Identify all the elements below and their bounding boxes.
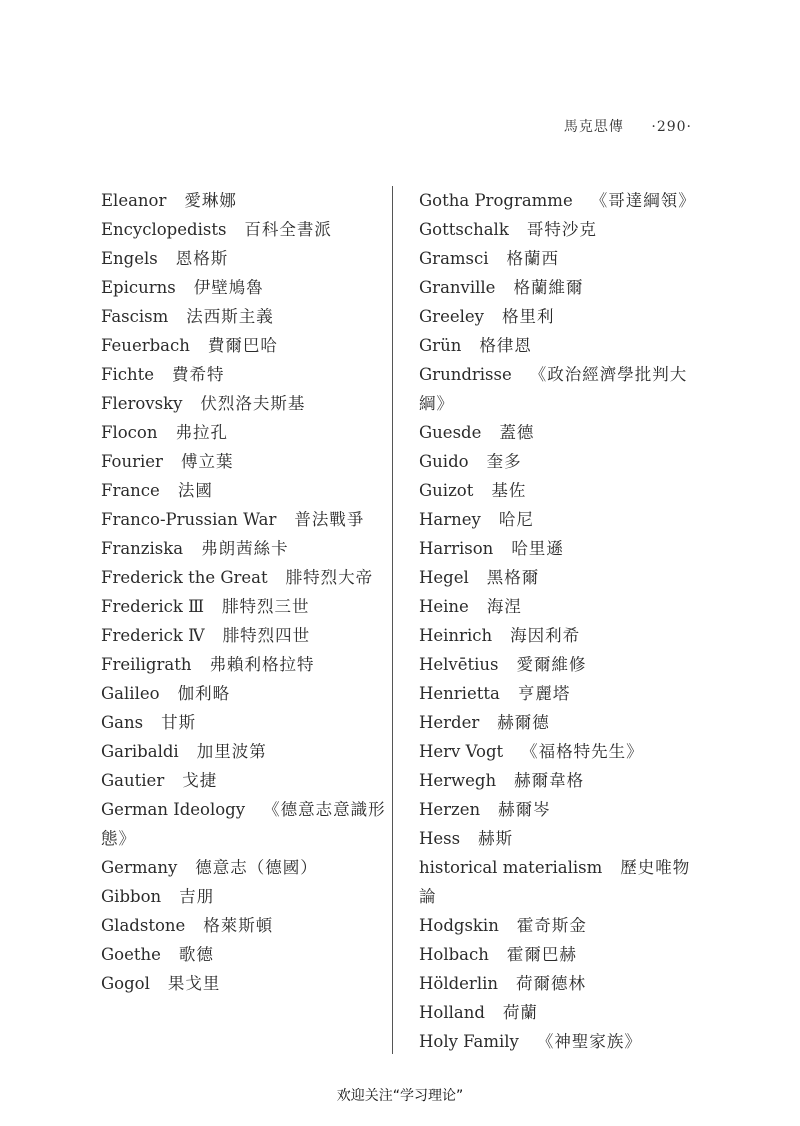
index-translation: 荷爾德林 bbox=[516, 974, 586, 993]
index-translation: 法國 bbox=[177, 481, 213, 500]
index-column-right bbox=[419, 186, 704, 1056]
index-entry bbox=[101, 215, 386, 244]
page-number: ·290· bbox=[651, 119, 692, 135]
index-entry bbox=[101, 766, 386, 795]
footer-note: 欢迎关注“学习理论” bbox=[336, 1088, 464, 1104]
index-entry bbox=[419, 302, 704, 331]
index-entry bbox=[101, 795, 386, 853]
index-term: Garibaldi bbox=[101, 742, 179, 761]
index-term: Gottschalk bbox=[419, 220, 509, 239]
index-term: Germany bbox=[101, 858, 178, 877]
index-translation: 弗朗茜絲卡 bbox=[201, 539, 289, 558]
index-translation: 加里波第 bbox=[196, 742, 267, 761]
index-translation: 法西斯主義 bbox=[186, 307, 274, 326]
index-translation: 戈捷 bbox=[182, 771, 218, 790]
index-translation: 亨麗塔 bbox=[517, 684, 571, 703]
index-term: France bbox=[101, 481, 160, 500]
index-translation: 荷蘭 bbox=[502, 1003, 538, 1022]
index-translation: 愛琳娜 bbox=[184, 191, 237, 210]
index-term: Frederick Ⅳ bbox=[101, 626, 205, 645]
index-translation: 格蘭西 bbox=[506, 249, 560, 268]
index-entry bbox=[101, 940, 386, 969]
index-term: Frederick Ⅲ bbox=[101, 597, 204, 616]
index-translation: 哈尼 bbox=[498, 510, 534, 529]
index-translation: 《政治經濟學批判大綱》 bbox=[419, 365, 688, 413]
index-entry bbox=[101, 969, 386, 998]
index-translation: 《德意志意識形態》 bbox=[101, 800, 386, 848]
index-translation: 普法戰爭 bbox=[294, 510, 365, 529]
index-term: Heinrich bbox=[419, 626, 493, 645]
index-term: Gibbon bbox=[101, 887, 162, 906]
index-entry bbox=[419, 476, 704, 505]
index-term: Franziska bbox=[101, 539, 184, 558]
index-translation: 蓋德 bbox=[499, 423, 535, 442]
index-translation: 伽利略 bbox=[177, 684, 231, 703]
index-entry bbox=[101, 911, 386, 940]
index-translation: 伊壁鳩魯 bbox=[193, 278, 264, 297]
index-term: Guesde bbox=[419, 423, 482, 442]
index-translation: 赫爾韋格 bbox=[514, 771, 585, 790]
index-term: Guizot bbox=[419, 481, 474, 500]
index-entry bbox=[419, 447, 704, 476]
index-term: German Ideology bbox=[101, 800, 246, 819]
index-translation: 《福格特先生》 bbox=[521, 742, 644, 761]
index-translation: 格萊斯頓 bbox=[203, 916, 274, 935]
index-term: Hegel bbox=[419, 568, 469, 587]
index-translation: 百科全書派 bbox=[244, 220, 332, 239]
index-translation: 黑格爾 bbox=[486, 568, 540, 587]
index-entry bbox=[419, 215, 704, 244]
index-entry bbox=[419, 563, 704, 592]
index-entry bbox=[101, 302, 386, 331]
index-entry bbox=[101, 186, 386, 215]
index-translation: 哥特沙克 bbox=[526, 220, 597, 239]
index-entry bbox=[101, 389, 386, 418]
index-translation: 德意志（德國） bbox=[195, 858, 318, 877]
index-entry bbox=[101, 534, 386, 563]
index-entry bbox=[419, 708, 704, 737]
book-title: 馬克思傳 bbox=[563, 119, 624, 135]
index-term: Henrietta bbox=[419, 684, 500, 703]
index-translation: 伏烈洛夫斯基 bbox=[200, 394, 306, 413]
index-entry bbox=[101, 563, 386, 592]
index-translation: 甘斯 bbox=[161, 713, 197, 732]
index-term: Herwegh bbox=[419, 771, 497, 790]
index-term: Holy Family bbox=[419, 1032, 519, 1051]
index-entry bbox=[101, 592, 386, 621]
index-entry bbox=[419, 418, 704, 447]
index-entry bbox=[101, 853, 386, 882]
index-entry bbox=[419, 679, 704, 708]
index-entry bbox=[419, 331, 704, 360]
index-term: Goethe bbox=[101, 945, 161, 964]
index-term: Herder bbox=[419, 713, 480, 732]
column-divider bbox=[392, 186, 393, 1054]
index-term: Heine bbox=[419, 597, 469, 616]
index-term: Gautier bbox=[101, 771, 165, 790]
index-entry bbox=[419, 969, 704, 998]
index-term: Grün bbox=[419, 336, 462, 355]
index-entry bbox=[419, 650, 704, 679]
index-translation: 格里利 bbox=[501, 307, 555, 326]
index-entry bbox=[419, 244, 704, 273]
index-translation: 愛爾維修 bbox=[516, 655, 587, 674]
index-term: Gotha Programme bbox=[419, 191, 573, 210]
index-translation: 哈里遜 bbox=[511, 539, 564, 558]
index-translation: 奎多 bbox=[486, 452, 522, 471]
index-term: Hölderlin bbox=[419, 974, 498, 993]
index-term: Granville bbox=[419, 278, 496, 297]
index-term: Epicurns bbox=[101, 278, 176, 297]
index-term: Hess bbox=[419, 829, 461, 848]
running-header bbox=[564, 116, 692, 136]
index-entry bbox=[419, 1027, 704, 1056]
index-translation: 赫爾岑 bbox=[498, 800, 551, 819]
index-translation: 霍奇斯金 bbox=[516, 916, 587, 935]
index-term: historical materialism bbox=[419, 858, 603, 877]
index-translation: 果戈里 bbox=[167, 974, 221, 993]
index-entry bbox=[101, 273, 386, 302]
index-entry bbox=[101, 679, 386, 708]
index-translation: 赫斯 bbox=[478, 829, 514, 848]
index-translation: 海因利希 bbox=[510, 626, 581, 645]
index-translation: 腓特烈三世 bbox=[222, 597, 310, 616]
index-term: Greeley bbox=[419, 307, 484, 326]
index-translation: 恩格斯 bbox=[175, 249, 229, 268]
index-term: Harrison bbox=[419, 539, 494, 558]
index-entry bbox=[419, 853, 704, 911]
index-entry bbox=[101, 476, 386, 505]
index-term: Herv Vogt bbox=[419, 742, 504, 761]
index-term: Herzen bbox=[419, 800, 481, 819]
index-entry bbox=[101, 650, 386, 679]
index-term: Grundrisse bbox=[419, 365, 512, 384]
index-translation: 腓特烈四世 bbox=[222, 626, 311, 645]
index-entry bbox=[101, 882, 386, 911]
index-entry bbox=[419, 998, 704, 1027]
index-entry bbox=[419, 273, 704, 302]
index-entry bbox=[101, 708, 386, 737]
index-term: Gans bbox=[101, 713, 144, 732]
index-entry bbox=[101, 244, 386, 273]
index-term: Eleanor bbox=[101, 191, 167, 210]
index-translation: 格蘭維爾 bbox=[513, 278, 584, 297]
index-translation: 腓特烈大帝 bbox=[285, 568, 374, 587]
index-entry bbox=[419, 360, 704, 418]
index-entry bbox=[101, 360, 386, 389]
index-translation: 費希特 bbox=[172, 365, 225, 384]
index-translation: 傅立葉 bbox=[180, 452, 234, 471]
index-term: Helvētius bbox=[419, 655, 499, 674]
index-translation: 霍爾巴赫 bbox=[506, 945, 577, 964]
index-entry bbox=[101, 331, 386, 360]
index-term: Harney bbox=[419, 510, 481, 529]
index-entry bbox=[419, 824, 704, 853]
index-entry bbox=[419, 795, 704, 824]
index-term: Flocon bbox=[101, 423, 158, 442]
index-translation: 《神聖家族》 bbox=[536, 1032, 642, 1051]
index-entry bbox=[101, 447, 386, 476]
index-translation: 格律恩 bbox=[479, 336, 532, 355]
index-translation: 歷史唯物論 bbox=[419, 858, 691, 906]
index-translation: 基佐 bbox=[491, 481, 527, 500]
index-entry bbox=[419, 592, 704, 621]
index-term: Freiligrath bbox=[101, 655, 192, 674]
index-entry bbox=[419, 911, 704, 940]
index-term: Guido bbox=[419, 452, 469, 471]
index-term: Flerovsky bbox=[101, 394, 183, 413]
index-term: Gladstone bbox=[101, 916, 186, 935]
index-term: Frederick the Great bbox=[101, 568, 268, 587]
index-entry bbox=[101, 505, 386, 534]
index-entry bbox=[419, 505, 704, 534]
index-term: Feuerbach bbox=[101, 336, 190, 355]
index-translation: 海涅 bbox=[486, 597, 522, 616]
index-entry bbox=[419, 186, 704, 215]
index-term: Fascism bbox=[101, 307, 169, 326]
index-translation: 赫爾德 bbox=[497, 713, 550, 732]
index-column-left bbox=[101, 186, 386, 998]
index-term: Franco-Prussian War bbox=[101, 510, 277, 529]
index-entry bbox=[419, 940, 704, 969]
index-term: Holland bbox=[419, 1003, 485, 1022]
index-entry bbox=[419, 737, 704, 766]
index-term: Fourier bbox=[101, 452, 163, 471]
index-entry bbox=[419, 534, 704, 563]
index-term: Galileo bbox=[101, 684, 160, 703]
index-term: Encyclopedists bbox=[101, 220, 227, 239]
index-entry bbox=[101, 737, 386, 766]
index-term: Fichte bbox=[101, 365, 154, 384]
index-translation: 歌德 bbox=[178, 945, 214, 964]
index-translation: 吉朋 bbox=[179, 887, 215, 906]
index-translation: 弗拉孔 bbox=[175, 423, 228, 442]
index-translation: 弗賴利格拉特 bbox=[209, 655, 315, 674]
index-translation: 《哥達綱領》 bbox=[590, 191, 696, 210]
index-translation: 費爾巴哈 bbox=[207, 336, 278, 355]
index-term: Engels bbox=[101, 249, 158, 268]
index-term: Hodgskin bbox=[419, 916, 499, 935]
index-term: Holbach bbox=[419, 945, 489, 964]
index-entry bbox=[101, 621, 386, 650]
index-entry bbox=[419, 621, 704, 650]
index-entry bbox=[101, 418, 386, 447]
index-term: Gramsci bbox=[419, 249, 489, 268]
index-entry bbox=[419, 766, 704, 795]
index-term: Gogol bbox=[101, 974, 150, 993]
